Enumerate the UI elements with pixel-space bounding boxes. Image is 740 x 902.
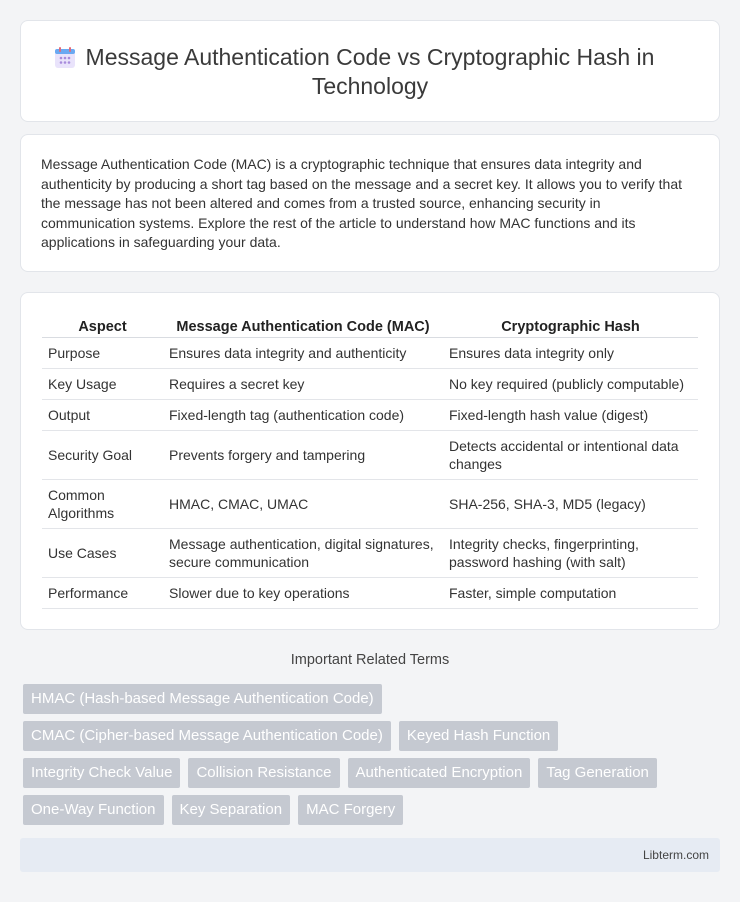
table-row <box>42 479 698 528</box>
cell-aspect: Performance <box>42 577 163 608</box>
cell-mac: Ensures data integrity and authenticity <box>163 337 443 368</box>
cell-aspect: Purpose <box>42 337 163 368</box>
cell-hash: Integrity checks, fingerprinting, password hashing (with salt) <box>443 528 698 577</box>
cell-mac: Prevents forgery and tampering <box>163 430 443 479</box>
related-term-tag[interactable]: One-Way Function <box>23 795 164 825</box>
cell-mac: Slower due to key operations <box>163 577 443 608</box>
cell-aspect: Security Goal <box>42 430 163 479</box>
table-row <box>42 337 698 368</box>
cell-aspect: Key Usage <box>42 368 163 399</box>
header-mac: Message Authentication Code (MAC) <box>163 315 443 337</box>
table-row <box>42 399 698 430</box>
comparison-table-card <box>20 292 720 630</box>
cell-hash: Faster, simple computation <box>443 577 698 608</box>
related-term-tag[interactable]: Collision Resistance <box>188 758 339 788</box>
cell-aspect: Use Cases <box>42 528 163 577</box>
related-term-tag[interactable]: Keyed Hash Function <box>399 721 558 751</box>
table-row <box>42 368 698 399</box>
cell-aspect: Common Algorithms <box>42 479 163 528</box>
table-header-row <box>42 315 698 337</box>
table-row <box>42 430 698 479</box>
cell-mac: Fixed-length tag (authentication code) <box>163 399 443 430</box>
related-terms-list <box>23 684 703 832</box>
related-term-tag[interactable]: HMAC (Hash-based Message Authentication Code) <box>23 684 382 714</box>
related-term-tag[interactable]: Key Separation <box>172 795 291 825</box>
table-row <box>42 528 698 577</box>
cell-aspect: Output <box>42 399 163 430</box>
cell-hash: No key required (publicly computable) <box>443 368 698 399</box>
intro-paragraph: Message Authentication Code (MAC) is a cryptographic technique that ensures data integrity and authenticity by producing a short tag based on the message and a secret key. It allows you to verify that the message has not been altered and comes from a trusted source, enhancing security in communication systems. Explore the rest of the article to understand how MAC functions and its applications in safeguarding your data. <box>41 156 682 251</box>
cell-hash: Ensures data integrity only <box>443 337 698 368</box>
related-term-tag[interactable]: Integrity Check Value <box>23 758 180 788</box>
header-hash: Cryptographic Hash <box>443 315 698 337</box>
cell-mac: Message authentication, digital signatures, secure communication <box>163 528 443 577</box>
intro-card <box>20 134 720 272</box>
header-aspect: Aspect <box>42 315 163 337</box>
table-row <box>42 577 698 608</box>
related-term-tag[interactable]: Authenticated Encryption <box>348 758 531 788</box>
cell-hash: Fixed-length hash value (digest) <box>443 399 698 430</box>
footer-bar <box>20 838 720 872</box>
cell-hash: SHA-256, SHA-3, MD5 (legacy) <box>443 479 698 528</box>
related-term-tag[interactable]: Tag Generation <box>538 758 657 788</box>
cell-hash: Detects accidental or intentional data changes <box>443 430 698 479</box>
related-term-tag[interactable]: MAC Forgery <box>298 795 403 825</box>
cell-mac: HMAC, CMAC, UMAC <box>163 479 443 528</box>
title-card <box>20 20 720 122</box>
related-terms-heading: Important Related Terms <box>290 652 450 668</box>
comparison-table <box>42 315 698 609</box>
related-term-tag[interactable]: CMAC (Cipher-based Message Authentication Code) <box>23 721 391 751</box>
site-credit[interactable]: Libterm.com <box>642 848 709 862</box>
cell-mac: Requires a secret key <box>163 368 443 399</box>
page-title: Message Authentication Code vs Cryptographic Hash in Technology <box>85 44 655 99</box>
